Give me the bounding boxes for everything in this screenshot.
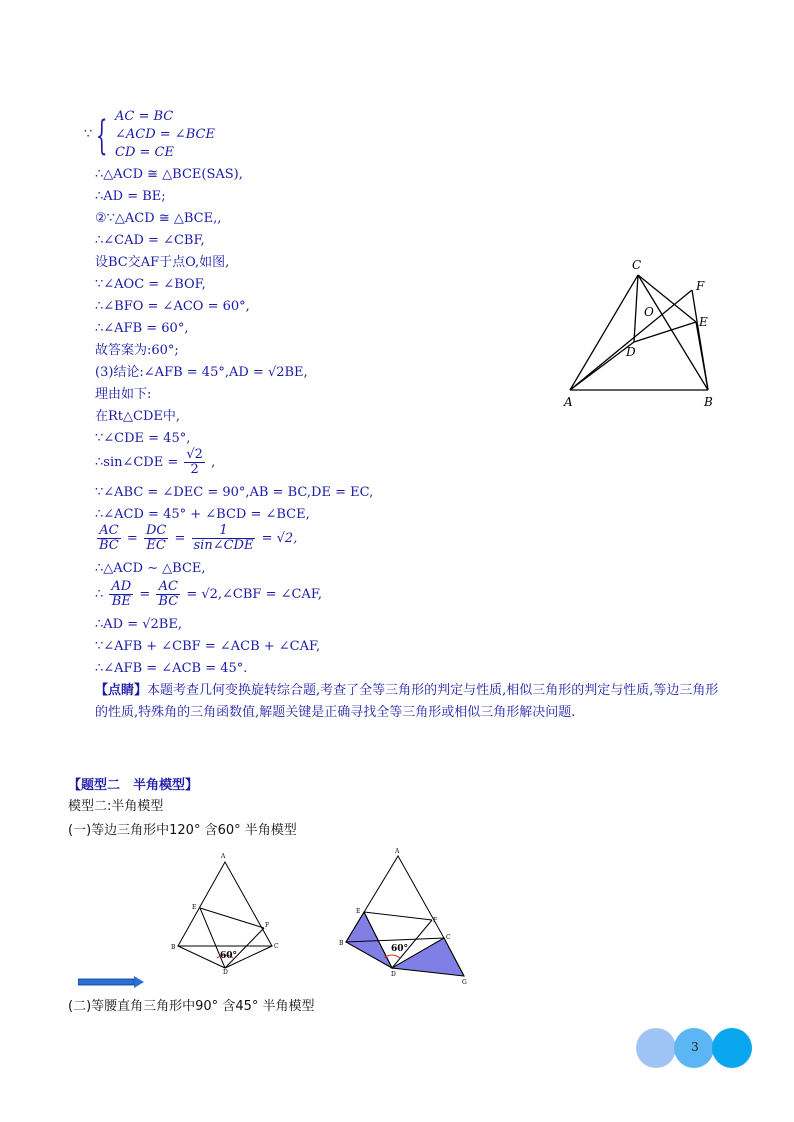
because-symbol: ∵ [84, 127, 93, 142]
fig3-label-f: F [433, 917, 438, 924]
line-24: ∵∠AFB + ∠CBF = ∠ACB + ∠CAF, [95, 639, 321, 654]
line-17-pre: ∴sin∠CDE = [95, 455, 179, 470]
line-20-post: = √2, [261, 531, 298, 546]
line-21: ∴△ACD ∼ △BCE, [95, 561, 206, 576]
fig2-label-c: C [274, 943, 279, 950]
fig3-label-c: C [446, 934, 451, 941]
line-19: ∴∠ACD = 45° + ∠BCD = ∠BCE, [95, 507, 310, 522]
line-10: ∴∠BFO = ∠ACO = 60°, [95, 299, 250, 314]
fig1-label-a: A [564, 395, 573, 409]
fig2-label-f: F [265, 922, 270, 929]
line-14: 理由如下: [95, 387, 152, 402]
line-22-post: = √2,∠CBF = ∠CAF, [186, 587, 322, 602]
frac-bc: BC [99, 538, 119, 553]
frac-be: BE [111, 594, 131, 609]
line-17-post: , [211, 455, 216, 470]
brace: { [96, 113, 108, 159]
frac-bc2: BC [158, 594, 179, 609]
fig1-label-c: C [632, 258, 642, 272]
frac-num: √2 [186, 447, 203, 462]
fig3-label-d: D [391, 971, 396, 978]
system-row-1: AC = BC [115, 109, 174, 124]
fig3-angle-label: 60° [391, 944, 409, 954]
system-row-2: ∠ACD = ∠BCE [115, 127, 215, 142]
dianjing-paragraph [95, 680, 725, 724]
line-8: 设BC交AF于点O,如图, [95, 255, 230, 270]
fig1-label-b: B [704, 395, 713, 409]
badge-circle-left [636, 1028, 676, 1068]
figure-2-equilateral [168, 852, 288, 974]
line-20: $\frac{AC}{BC}$ = $\frac{DC}{EC}$ = $\frac{1}{\text{sin∠CDE}}$ = √2, [99, 523, 298, 553]
fig1-label-e: E [699, 315, 708, 329]
fraction-sqrt2-over-2 [184, 448, 205, 477]
page-number: 3 [691, 1040, 699, 1054]
line-11: ∴∠AFB = 60°, [95, 321, 189, 336]
line-25: ∴∠AFB = ∠ACB = 45°. [95, 661, 248, 676]
sub-heading-2: (二)等腰直角三角形中90° 含45° 半角模型 [68, 999, 315, 1014]
fig1-label-d: D [626, 345, 636, 359]
frac-sin: sin∠CDE [193, 538, 254, 553]
fig2-label-b: B [171, 944, 176, 951]
figure-1-triangle [556, 250, 736, 415]
fig1-label-o: O [644, 305, 654, 319]
line-7: ∴∠CAD = ∠CBF, [95, 233, 205, 248]
line-12: 故答案为:60°; [95, 343, 179, 358]
frac-dc: DC [145, 523, 167, 538]
line-18: ∵∠ABC = ∠DEC = 90°,AB = BC,DE = EC, [95, 485, 374, 500]
figure-3-shaded [334, 846, 484, 984]
frac-ac2: AC [156, 580, 180, 595]
frac-den: 2 [190, 462, 199, 477]
line-13: (3)结论:∠AFB = 45°,AD = √2BE, [95, 365, 308, 380]
fig3-label-b: B [339, 940, 344, 947]
fig3-label-a: A [395, 848, 400, 855]
line-5: ∴AD = BE; [95, 189, 166, 204]
fig3-label-g: G [462, 979, 467, 984]
line-9: ∵∠AOC = ∠BOF, [95, 277, 206, 292]
badge-circle-right [712, 1028, 752, 1068]
line-4: ∴△ACD ≅ △BCE(SAS), [95, 167, 243, 182]
fig2-label-a: A [221, 853, 226, 860]
model-two-label: 模型二:半角模型 [68, 799, 164, 814]
line-16: ∵∠CDE = 45°, [95, 431, 191, 446]
frac-one: 1 [192, 524, 256, 539]
fig1-label-f: F [696, 279, 705, 293]
frac-ac: AC [97, 524, 121, 539]
frac-ad: AD [111, 579, 132, 594]
system-row-3: CD = CE [115, 145, 174, 160]
fig2-label-d: D [223, 969, 228, 974]
arrow-decoration [78, 976, 144, 988]
line-17 [95, 448, 215, 477]
line-15: 在Rt△CDE中, [95, 409, 181, 424]
line-6: ②∵△ACD ≅ △BCE,, [95, 211, 222, 226]
fig2-label-e: E [192, 904, 197, 911]
dianjing-text: 本题考查几何变换旋转综合题,考查了全等三角形的判定与性质,相似三角形的判定与性质,等边三角形的性质,特殊角的三角函数值,解题关键是正确寻找全等三角形或相似三角形解决问题. [95, 683, 719, 720]
line-23: ∴AD = √2BE, [95, 617, 182, 632]
dianjing-tag: 【点睛】 [95, 683, 148, 698]
line-22: ∴ $\frac{AD}{BE}$ = $\frac{AC}{BC}$ = √2,∠CBF = ∠CAF, [95, 579, 322, 609]
section-title: 【题型二 半角模型】 [68, 778, 199, 793]
sub-heading-1: (一)等边三角形中120° 含60° 半角模型 [68, 823, 297, 838]
frac-ec: EC [146, 538, 166, 553]
fig3-label-e: E [356, 908, 361, 915]
fig2-angle-label: 60° [220, 951, 238, 961]
